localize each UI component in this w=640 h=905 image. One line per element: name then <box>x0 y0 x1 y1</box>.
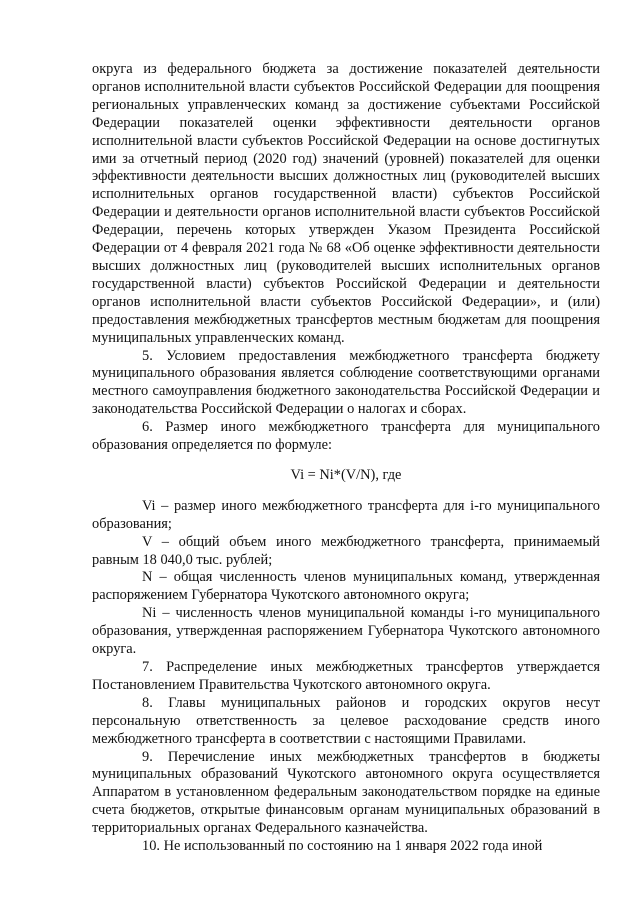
paragraph-item-7: 7. Распределение иных межбюджетных трансфертов утверждается Постановлением Правительства Чукотского автономного округа. <box>92 659 600 693</box>
paragraph-item-5: 5. Условием предоставления межбюджетного трансферта бюджету муниципального образования является соблюдение соответствующими органами местного самоуправления бюджетного законодательства Российской Федерации и законодательства Российской Федерации о налогах и сборах. <box>92 347 600 418</box>
document-page <box>92 61 600 856</box>
definition-n: N – общая численность членов муниципальных команд, утвержденная распоряжением Губернатора Чукотского автономного округа; <box>92 569 600 604</box>
paragraph-item-6: 6. Размер иного межбюджетного трансферта для муниципального образования определяется по формуле: <box>92 419 600 454</box>
paragraph-continuation: округа из федерального бюджета за достижение показателей деятельности органов исполнительной власти субъектов Российской Федерации для поощрения региональных управленческих команд за достижение субъектами Российской Федерации показателей оценки эффективности деятельности органов исполнительной власти субъектов Российской Федерации на основе достигнутых ими за отчетный период (2020 год) значений (уровней) показателей для оценки эффективности деятельности высших должностных лиц (руководителей высших исполнительных органов государственной власти) субъектов Российской Федерации и деятельности органов исполнительной власти субъектов Российской Федерации, перечень которых утвержден Указом Президента Российской Федерации от 4 февраля 2021 года № 68 «Об оценке эффективности деятельности высших должностных лиц (руководителей высших исполнительных органов государственной власти) субъектов Российской Федерации и деятельности органов исполнительной власти субъектов Российской Федерации», и (или) предоставления межбюджетных трансфертов местным бюджетам для поощрения муниципальных управленческих команд. <box>92 61 600 346</box>
definition-ni: Ni – численность членов муниципальной команды i-го муниципального образования, утвержденная распоряжением Губернатора Чукотского автономного округа. <box>92 605 600 658</box>
paragraph-item-8: 8. Главы муниципальных районов и городских округов несут персональную ответственность за целевое расходование средств иного межбюджетного трансферта в соответствии с настоящими Правилами. <box>92 694 600 747</box>
formula: Vi = Ni*(V/N), где <box>290 466 402 483</box>
paragraph-item-10: 10. Не использованный по состоянию на 1 января 2022 года иной <box>142 838 543 855</box>
definition-v: V – общий объем иного межбюджетного трансферта, принимаемый равным 18 040,0 тыс. рублей; <box>92 533 600 568</box>
definition-vi: Vi – размер иного межбюджетного трансферта для i-го муниципального образования; <box>92 497 600 532</box>
paragraph-item-9: 9. Перечисление иных межбюджетных трансфертов в бюджеты муниципальных образований Чукотского автономного округа осуществляется Аппаратом в установленном федеральным законодательством порядке на единые счета бюджетов, открытые финансовым органам муниципальных образований в территориальных органах Федерального казначейства. <box>92 748 600 837</box>
